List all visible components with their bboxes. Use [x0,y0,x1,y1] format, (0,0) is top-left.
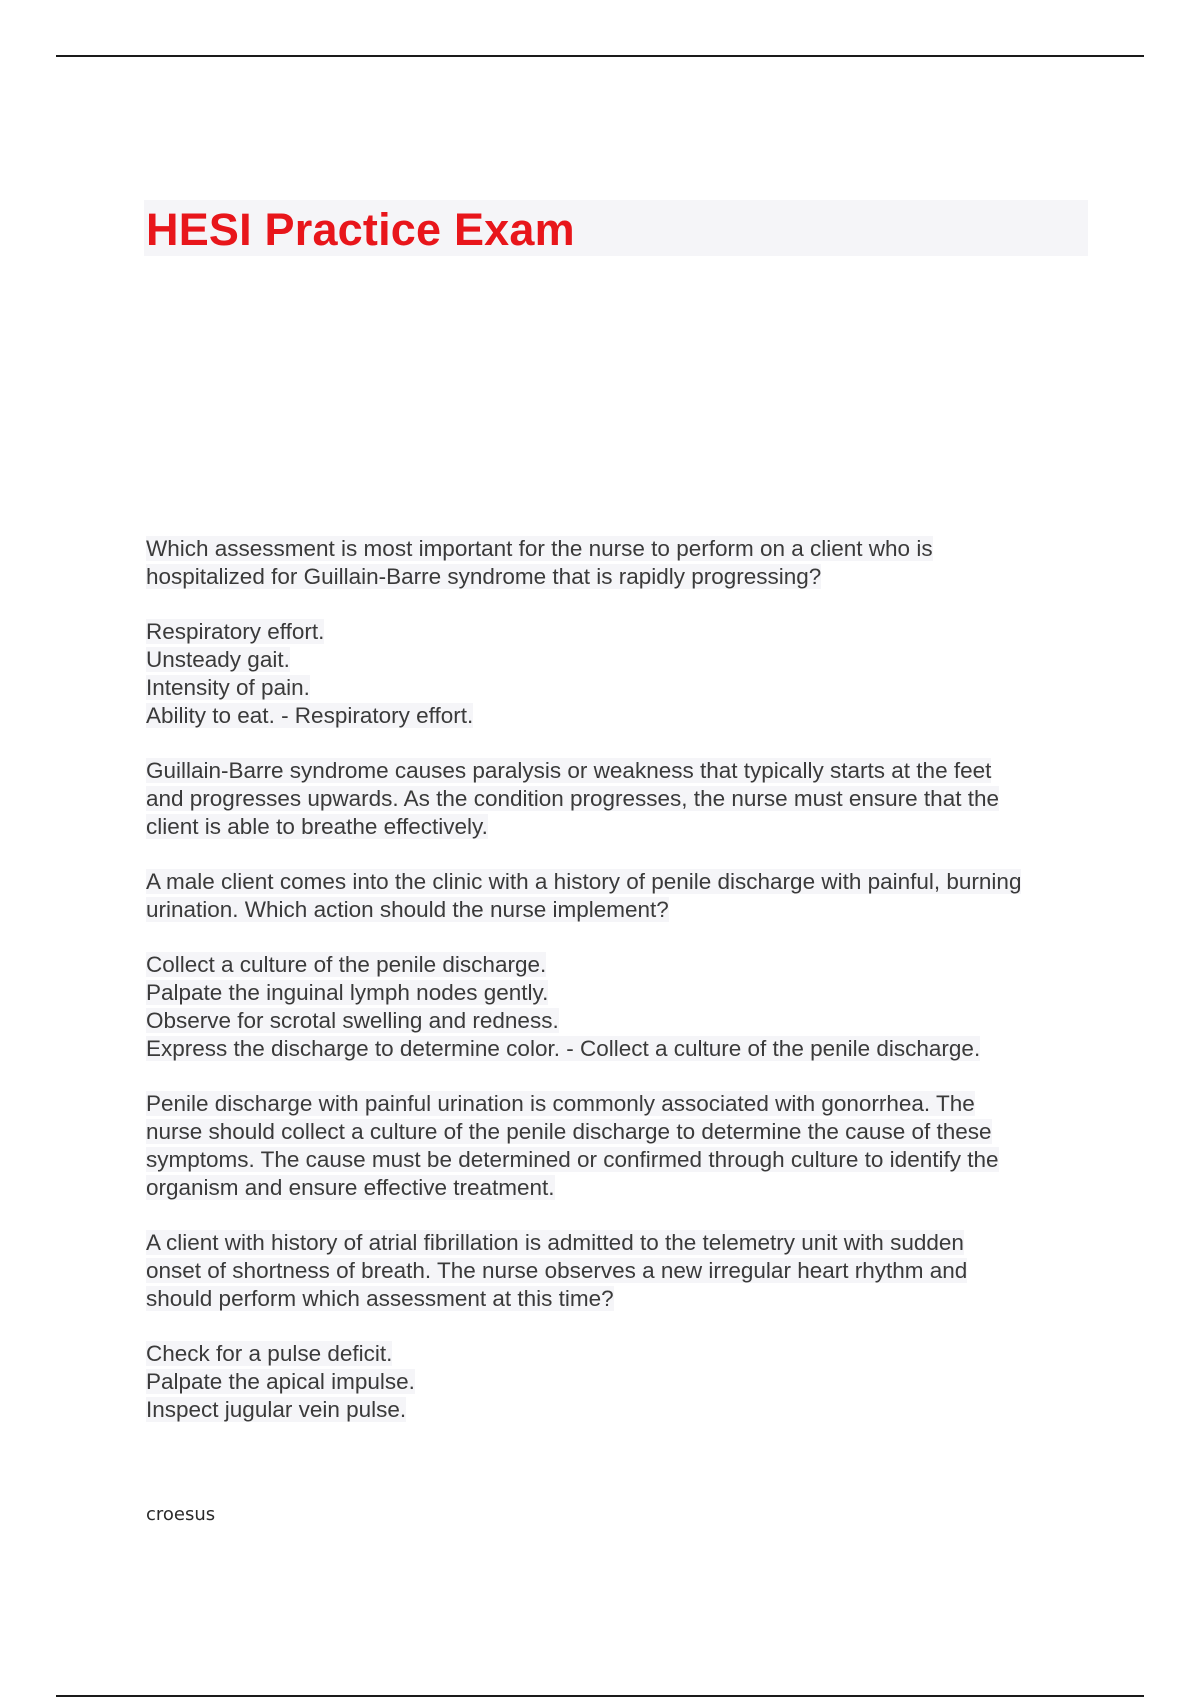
option-line: Check for a pulse deficit. [146,1341,393,1366]
text-line: A male client comes into the clinic with a history of penile discharge with painful, burning [146,869,1022,894]
option-line: Inspect jugular vein pulse. [146,1397,407,1422]
footer-author: croesus [146,1504,216,1525]
text-line: Penile discharge with painful urination is commonly associated with gonorrhea. The [146,1091,975,1116]
text-line: A client with history of atrial fibrillation is admitted to the telemetry unit with sudden [146,1230,964,1255]
text-line: Guillain-Barre syndrome causes paralysis or weakness that typically starts at the feet [146,758,992,783]
text-line: organism and ensure effective treatment. [146,1175,555,1200]
options-block [146,951,1096,1063]
text-line: onset of shortness of breath. The nurse observes a new irregular heart rhythm and [146,1258,968,1283]
option-line: Palpate the apical impulse. [146,1369,415,1394]
option-line: Respiratory effort. [146,619,325,644]
question-block [146,535,1096,591]
option-line: Intensity of pain. [146,675,310,700]
rationale-block [146,1090,1096,1202]
option-line: Express the discharge to determine color. - Collect a culture of the penile discharge. [146,1036,981,1061]
text-line: nurse should collect a culture of the penile discharge to determine the cause of these [146,1119,992,1144]
options-block [146,1340,1096,1424]
text-line: urination. Which action should the nurse implement? [146,897,669,922]
option-line: Unsteady gait. [146,647,290,672]
text-line: hospitalized for Guillain-Barre syndrome that is rapidly progressing? [146,564,822,589]
question-block [146,868,1096,924]
rationale-block [146,757,1096,841]
text-line: should perform which assessment at this time? [146,1286,614,1311]
document-title: HESI Practice Exam [146,204,575,255]
top-rule [56,55,1144,57]
bottom-rule [56,1695,1144,1697]
text-line: client is able to breathe effectively. [146,814,488,839]
options-block [146,618,1096,730]
option-line: Ability to eat. - Respiratory effort. [146,703,474,728]
text-line: symptoms. The cause must be determined or confirmed through culture to identify the [146,1147,999,1172]
question-block [146,1229,1096,1313]
option-line: Observe for scrotal swelling and redness. [146,1008,559,1033]
option-line: Collect a culture of the penile discharge. [146,952,547,977]
document-body [146,535,1096,1451]
text-line: and progresses upwards. As the condition progresses, the nurse must ensure that the [146,786,999,811]
text-line: Which assessment is most important for the nurse to perform on a client who is [146,536,933,561]
option-line: Palpate the inguinal lymph nodes gently. [146,980,549,1005]
